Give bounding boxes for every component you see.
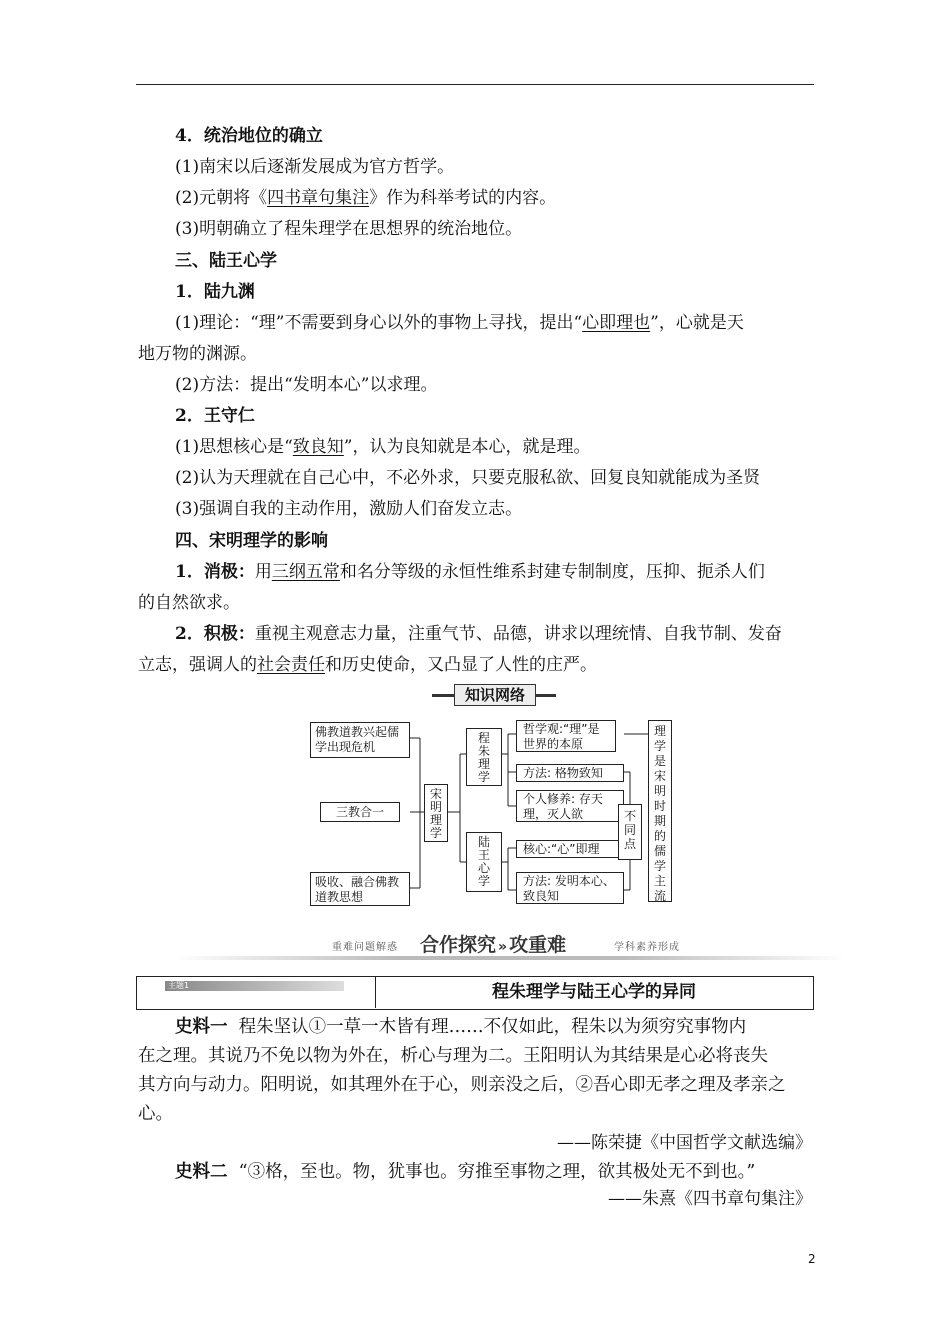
node-personal-cultivation: 个人修养: 存天理，灭人欲 <box>516 790 624 822</box>
paragraph: (1)理论：“理”不需要到身心以外的事物上寻找，提出“心即理也”，心就是天 <box>175 313 744 333</box>
paragraph: (1)思想核心是“致良知”，认为良知就是本心，就是理。 <box>175 437 591 457</box>
paragraph: (3)明朝确立了程朱理学在思想界的统治地位。 <box>175 219 523 239</box>
double-arrow-icon: » <box>498 939 508 955</box>
banner-right-caption: 学科素养形成 <box>614 942 680 953</box>
node-core-xin: 核心:“心”即理 <box>516 840 624 858</box>
section-banner <box>174 930 846 960</box>
subsection-heading: 2．王守仁 <box>175 406 255 426</box>
knowledge-network-title: 知识网络 <box>454 684 536 706</box>
source-text: 其方向与动力。阳明说，如其理外在于心，则亲没之后，②吾心即无孝之理及孝亲之 <box>138 1075 786 1095</box>
paragraph: (2)认为天理就在自己心中，不必外求，只要克服私欲、回复良知就能成为圣贤 <box>175 468 761 488</box>
theme-box <box>136 976 814 1010</box>
node-songming-lixue: 宋明理学 <box>424 784 448 842</box>
source-text: 在之理。其说乃不免以物为外在，析心与理为二。王阳明认为其结果是心必将丧失 <box>138 1046 768 1066</box>
source-citation: ——朱熹《四书章句集注》 <box>608 1189 812 1209</box>
paragraph: (2)元朝将《四书章句集注》作为科举考试的内容。 <box>175 188 557 208</box>
theme-tag-cell <box>137 977 376 1008</box>
node-conclusion: 理学是宋明时期的儒学主流 <box>648 720 672 902</box>
page-number: 2 <box>808 1252 816 1266</box>
keyword-underline: 四书章句集注 <box>267 188 370 208</box>
header-rule <box>136 84 814 85</box>
paragraph: (3)强调自我的主动作用，激励人们奋发立志。 <box>175 499 523 519</box>
node-philosophy: 哲学观:“理”是世界的本原 <box>516 720 616 752</box>
subsection-heading: 1．陆九渊 <box>175 282 255 302</box>
source-citation: ——陈荣捷《中国哲学文献选编》 <box>557 1133 812 1153</box>
paragraph: (2)方法：提出“发明本心”以求理。 <box>175 375 438 395</box>
paragraph-continuation: 立志，强调人的社会责任和历史使命，又凸显了人性的庄严。 <box>138 655 597 675</box>
source-paragraph: 史料二 “③格，至也。物，犹事也。穷推至事物之理，欲其极处无不到也。” <box>175 1162 756 1182</box>
node-method-faming: 方法: 发明本心、致良知 <box>516 872 624 904</box>
source-text: 心。 <box>138 1104 173 1124</box>
paragraph-continuation: 的自然欲求。 <box>138 593 240 613</box>
section-heading: 三、陆王心学 <box>175 251 277 271</box>
knowledge-network-header <box>432 684 556 706</box>
node-chengzhu: 程朱理学 <box>466 728 502 786</box>
section-heading: 4．统治地位的确立 <box>175 126 323 146</box>
node-differences: 不同点 <box>618 804 642 860</box>
source-label: 史料二 <box>175 1162 228 1182</box>
source-label: 史料一 <box>175 1017 228 1037</box>
node-crisis: 佛教道教兴起儒学出现危机 <box>310 722 410 758</box>
knowledge-network-diagram <box>300 712 700 922</box>
node-luwang: 陆王心学 <box>466 832 502 892</box>
keyword-underline: 三纲五常 <box>271 562 340 582</box>
paragraph: 2．积极：重视主观意志力量，注重气节、品德，讲求以理统情、自我节制、发奋 <box>175 624 782 644</box>
node-three-teachings: 三教合一 <box>320 802 400 822</box>
section-heading: 四、宋明理学的影响 <box>175 531 328 551</box>
paragraph-continuation: 地万物的渊源。 <box>138 344 257 364</box>
theme-title: 程朱理学与陆王心学的异同 <box>492 982 696 1002</box>
keyword-underline: 社会责任 <box>257 655 325 675</box>
paragraph: 1．消极：用三纲五常和名分等级的永恒性维系封建专制制度，压抑、扼杀人们 <box>175 562 765 582</box>
keyword-underline: 心即理也 <box>582 313 651 333</box>
paragraph: (1)南宋以后逐渐发展成为官方哲学。 <box>175 157 455 177</box>
node-absorb: 吸收、融合佛教道教思想 <box>310 872 410 906</box>
keyword-underline: 致良知 <box>292 437 344 457</box>
banner-left-caption: 重难问题解惑 <box>332 942 398 953</box>
node-method-gewu: 方法: 格物致知 <box>516 764 624 782</box>
source-paragraph: 史料一 程朱坚认①一草一木皆有理……不仅如此，程朱以为须穷究事物内 <box>175 1017 747 1037</box>
banner-title: 合作探究 » 攻重难 <box>420 934 567 956</box>
theme-tag: 主题1 <box>165 981 344 991</box>
